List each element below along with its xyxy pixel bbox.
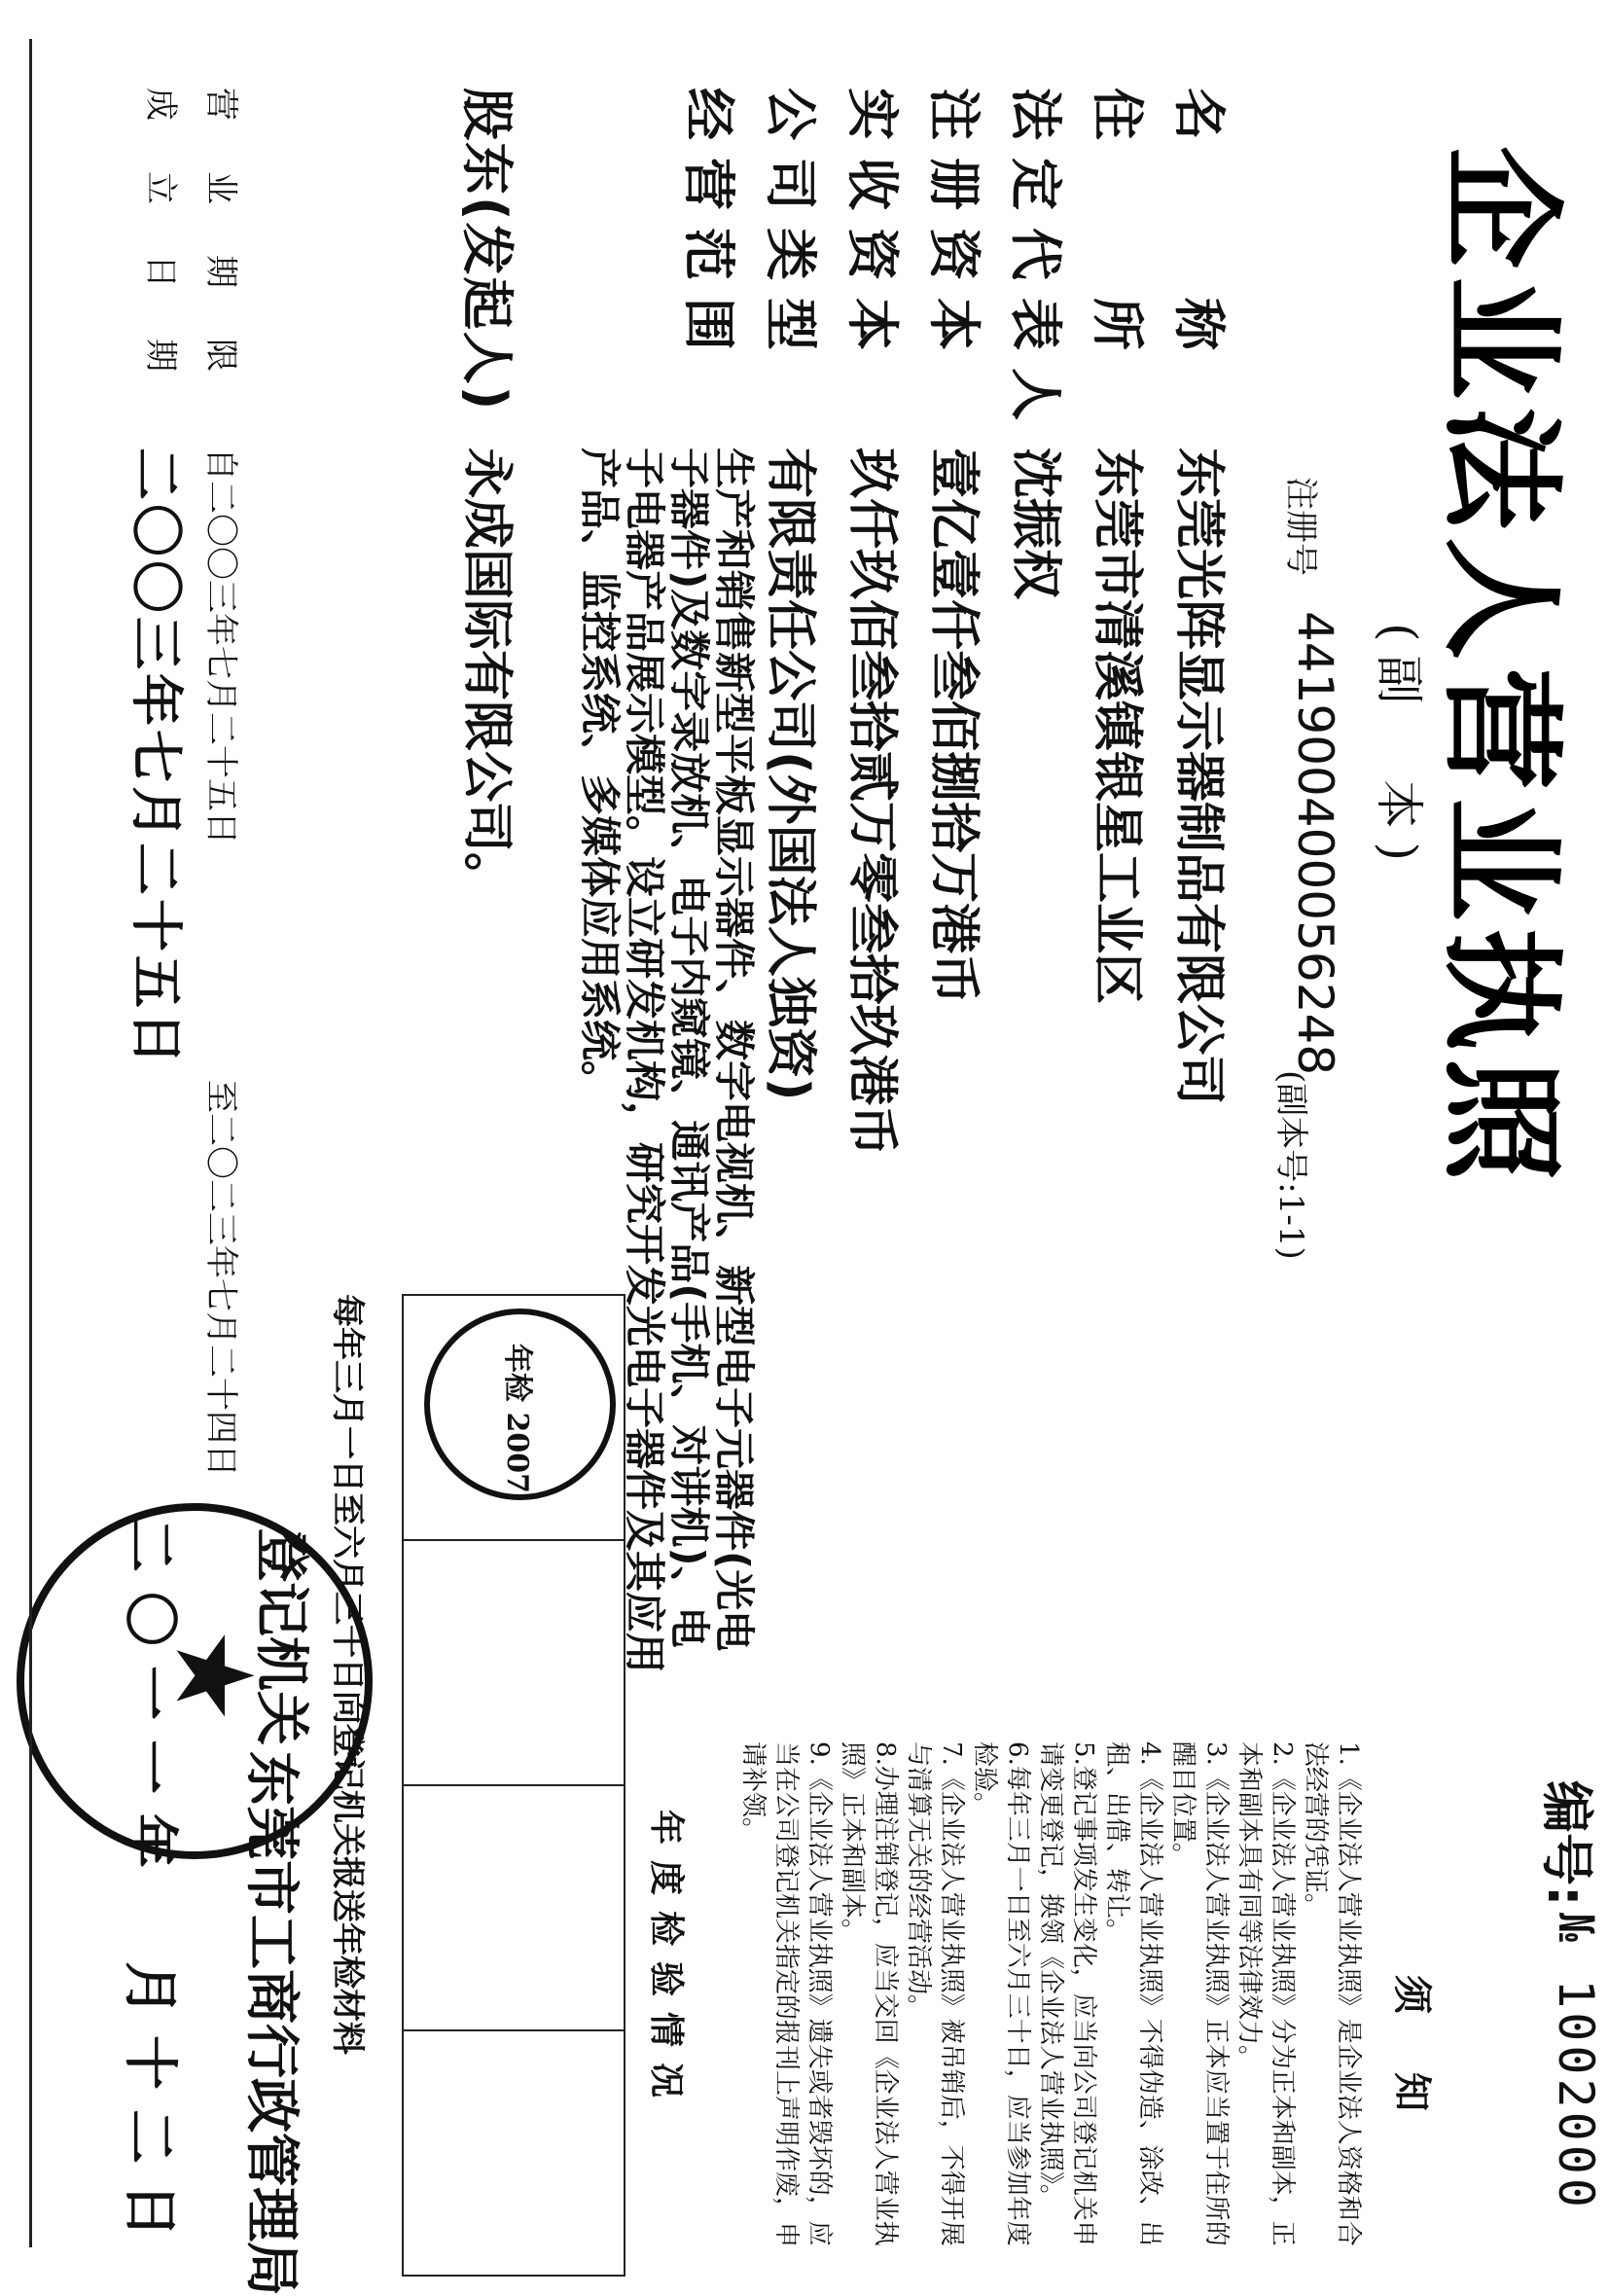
notice-item: 6.每年三月一日至六月三十日，应当参加年度检验。 xyxy=(970,1741,1032,2246)
notice-title: 须知 xyxy=(1389,1975,1435,2170)
notice-item: 1.《企业法人营业执照》是企业法人资格和合法经营的凭证。 xyxy=(1301,1741,1363,2246)
established-date: 二〇〇三年七月二十五日 xyxy=(125,448,187,1068)
authority-name: 东莞市工商行政管理局 xyxy=(239,1751,303,2296)
scan-edge-line xyxy=(29,39,32,2247)
notice-list xyxy=(736,1741,1365,2267)
serial-number: № 1002000 xyxy=(1548,1913,1604,2211)
legal-rep-label: 法定代表人 xyxy=(1005,88,1066,438)
reg-no-label: 注册号 xyxy=(1281,477,1320,576)
reg-no-value: 441900400056248 xyxy=(1287,611,1343,1076)
shareholder: 永成国际有限公司。 xyxy=(457,448,516,904)
notice-item: 4.《企业法人营业执照》不得伪造、涂改、出租、出借、转让。 xyxy=(1102,1741,1164,2246)
company-name: 东莞光阵显示器制品有限公司 xyxy=(1169,448,1228,1106)
copy-number: (副本号:1-1) xyxy=(1271,1070,1310,1260)
star-icon: ★ xyxy=(152,1628,276,1724)
term-to: 至二〇二三年七月二十四日 xyxy=(201,1080,240,1477)
inspection-note: 每年三月一日至六月三十日向登记机关报送年检材料 xyxy=(328,1294,367,2055)
company-type-label: 公司类型 xyxy=(760,88,821,368)
address-label: 住 所 xyxy=(1087,88,1148,368)
legal-representative: 沈振权 xyxy=(1006,448,1064,600)
authority-label: 登记机关 xyxy=(249,1527,312,1745)
inspection-stamp xyxy=(424,1309,616,1500)
term-label: 营业期限 xyxy=(201,88,240,422)
paid-capital: 玖仟玖佰叁拾贰万零叁拾玖港币 xyxy=(842,448,901,1157)
notice-item: 8.办理注销登记，应当交回《企业法人营业执照》正本和副本。 xyxy=(838,1741,900,2246)
inspection-cell xyxy=(403,2030,625,2276)
reg-capital-label: 注册资本 xyxy=(923,88,984,368)
company-type: 有限责任公司(外国法人独资) xyxy=(761,448,819,1101)
established-label: 成立日期 xyxy=(141,88,180,422)
notice-item: 9.《企业法人营业执照》遗失或者毁坏的，应当在公司登记机关指定的报刊上声明作废，申请补领。 xyxy=(738,1741,834,2248)
company-address: 东莞市清溪镇银星工业区 xyxy=(1088,448,1146,1005)
paid-capital-label: 实收资本 xyxy=(841,88,903,368)
notice-item: 7.《企业法人营业执照》被吊销后，不得开展与清算无关的经营活动。 xyxy=(904,1741,966,2246)
inspection-cell xyxy=(403,1540,625,1785)
document-title: 企业法人营业执照 xyxy=(1429,146,1572,1189)
official-seal xyxy=(17,1503,373,1859)
business-scope: 生产和销售新型平板显示器件、数字电视机、新型电子元器件(光电子器件)及数字录放机、电子内窥镜、通讯产品(手机、对讲机)、电子电器产品展示模型。设立研发机构，研究开发光电子器件及其应用产品、监控系统、多媒体应用系统。 xyxy=(576,448,758,1674)
inspection-stamp-text: 年检 2007 xyxy=(500,1344,534,1493)
notice-item: 3.《企业法人营业执照》正本应当置于住所的醒目位置。 xyxy=(1168,1741,1231,2246)
notice-item: 5.登记事项发生变化，应当向公司登记机关申请变更登记，换领《企业法人营业执照》。 xyxy=(1036,1741,1098,2246)
registered-capital: 壹亿壹仟叁佰捌拾万港币 xyxy=(924,448,983,1005)
scope-label: 经营范围 xyxy=(678,88,739,368)
inspection-cell xyxy=(403,1785,625,2030)
name-label: 名 称 xyxy=(1168,88,1230,368)
notice-item: 2.《企业法人营业执照》分为正本和副本，正本和副本具有同等法律效力。 xyxy=(1234,1741,1297,2246)
copy-type: (副 本) xyxy=(1371,623,1427,876)
serial-label: 编号: xyxy=(1536,1780,1597,1907)
issue-date: 二〇一一年 月十二日 xyxy=(118,1518,181,2257)
shareholder-label: 股东(发起人) xyxy=(456,88,518,413)
inspection-title: 年度检验情况 xyxy=(646,1810,687,2114)
term-from: 自二〇〇三年七月二十五日 xyxy=(201,448,240,844)
